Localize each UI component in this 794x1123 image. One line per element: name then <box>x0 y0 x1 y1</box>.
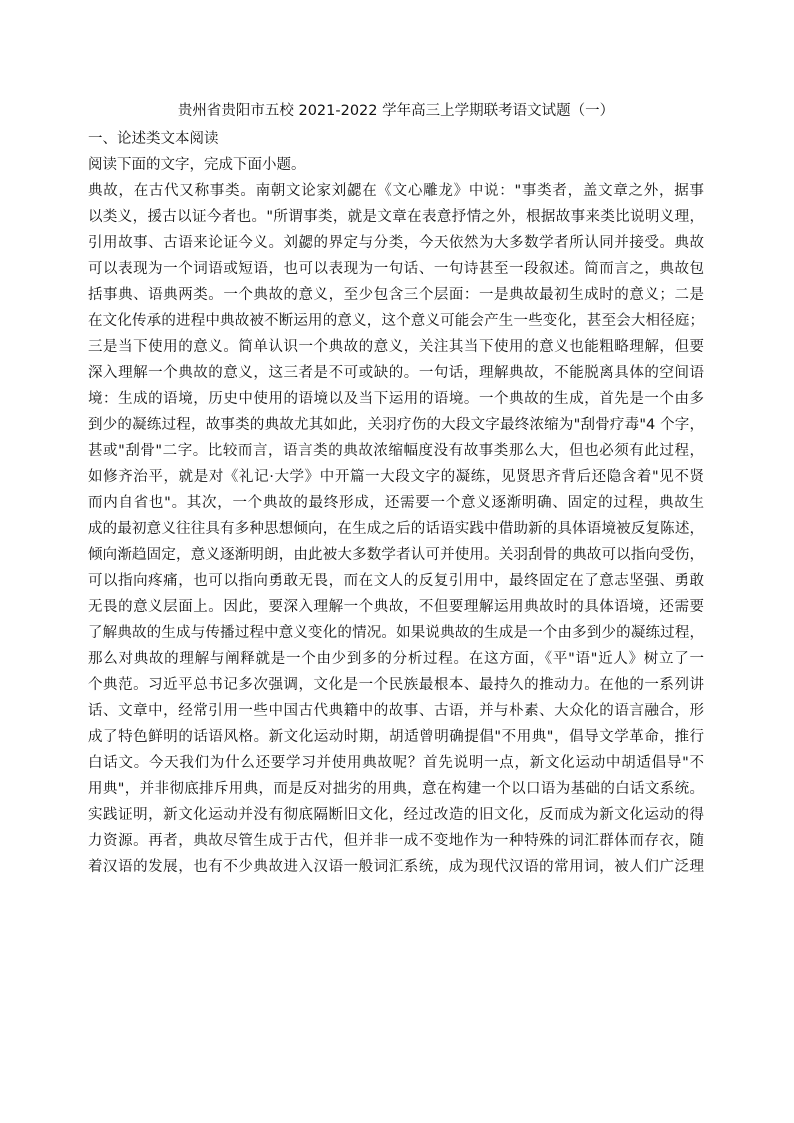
passage-line: 力资源。再者，典故尽管生成于古代，但并非一成不变地作为一种特殊的词汇群体而存衣，随 <box>88 833 704 849</box>
passage-line: 典故，在古代又称事类。南朝文论家刘勰在《文心雕龙》中说："事类者，盖文章之外，据事 <box>88 183 704 199</box>
passage-line: 可以指向疼痛，也可以指向勇敢无畏，而在文人的反复引用中，最终固定在了意志坚强、勇敢 <box>88 573 704 589</box>
passage-line: 甚或"刮骨"二字。比较而言，语言类的典故浓缩幅度没有故事类那么大，但也必须有此过程， <box>88 443 704 459</box>
passage-line: 引用故事、古语来论证今义。刘勰的界定与分类，今天依然为大多数学者所认同并接受。典故 <box>88 235 704 251</box>
passage-line: 个典范。习近平总书记多次强调，文化是一个民族最根本、最持久的推动力。在他的一系列讲 <box>88 677 704 693</box>
passage-line: 无畏的意义层面上。因此，要深入理解一个典故，不但要理解运用典故时的具体语境，还需要 <box>88 599 704 615</box>
passage-line: 成的最初意义往往具有多种思想倾向，在生成之后的话语实践中借助新的具体语境被反复陈述， <box>88 521 704 537</box>
passage-line: 括事典、语典两类。一个典故的意义，至少包含三个层面：一是典故最初生成时的意义；二是 <box>88 287 704 303</box>
passage-line: 而内自省也"。其次，一个典故的最终形成，还需要一个意义逐渐明确、固定的过程，典故生 <box>88 495 704 511</box>
passage-line: 到少的凝练过程，故事类的典故尤其如此，关羽疗伤的大段文字最终浓缩为"刮骨疗毒"4 个字， <box>88 417 704 433</box>
document-title: 贵州省贵阳市五校 2021-2022 学年高三上学期联考语文试题（一） <box>177 103 615 119</box>
passage-line: 实践证明，新文化运动并没有彻底隔断旧文化，经过改造的旧文化，反而成为新文化运动的得 <box>88 807 704 823</box>
document-page <box>88 96 704 880</box>
section-heading: 一、论述类文本阅读 <box>88 131 219 147</box>
passage-line: 白话文。今天我们为什么还要学习并使用典故呢？首先说明一点，新文化运动中胡适倡导"不 <box>88 755 704 771</box>
passage-line: 倾向渐趋固定，意义逐渐明朗，由此被大多数学者认可并使用。关羽刮骨的典故可以指向受伤， <box>88 547 704 563</box>
passage-line: 成了特色鲜明的话语风格。新文化运动时期，胡适曾明确提倡"不用典"，倡导文学革命，推行 <box>88 729 704 745</box>
passage-line: 在文化传承的进程中典故被不断运用的意义，这个意义可能会产生一些变化，甚至会大相径庭； <box>88 313 704 329</box>
passage-line: 以类义，援古以证今者也。"所谓事类，就是文章在表意抒情之外，根据故事来类比说明义理， <box>88 209 704 225</box>
passage-line: 深入理解一个典故的意义，这三者是不可或缺的。一句话，理解典故，不能脱离具体的空间语 <box>88 365 704 381</box>
reading-instruction: 阅读下面的文字，完成下面小题。 <box>88 157 306 173</box>
passage-line: 境：生成的语境，历史中使用的语境以及当下运用的语境。一个典故的生成，首先是一个由多 <box>88 391 704 407</box>
passage-line: 了解典故的生成与传播过程中意义变化的情况。如果说典故的生成是一个由多到少的凝练过程， <box>88 625 704 641</box>
passage-line: 那么对典故的理解与阐释就是一个由少到多的分析过程。在这方面，《平"语"近人》树立了一 <box>88 651 704 667</box>
passage-line: 着汉语的发展，也有不少典故进入汉语一般词汇系统，成为现代汉语的常用词，被人们广泛理 <box>88 859 704 875</box>
passage-line: 话、文章中，经常引用一些中国古代典籍中的故事、古语，并与朴素、大众化的语言融合，形 <box>88 703 704 719</box>
passage-line: 可以表现为一个词语或短语，也可以表现为一句话、一句诗甚至一段叙述。简而言之，典故包 <box>88 261 704 277</box>
passage-line: 用典"，并非彻底排斥用典，而是反对拙劣的用典，意在构建一个以口语为基础的白话文系统。 <box>88 781 704 797</box>
passage-line: 如修齐治平，就是对《礼记·大学》中开篇一大段文字的凝练，见贤思齐背后还隐含着"见不贤 <box>88 469 704 485</box>
passage-body <box>88 178 704 880</box>
passage-line: 三是当下使用的意义。简单认识一个典故的意义，关注其当下使用的意义也能粗略理解，但要 <box>88 339 704 355</box>
